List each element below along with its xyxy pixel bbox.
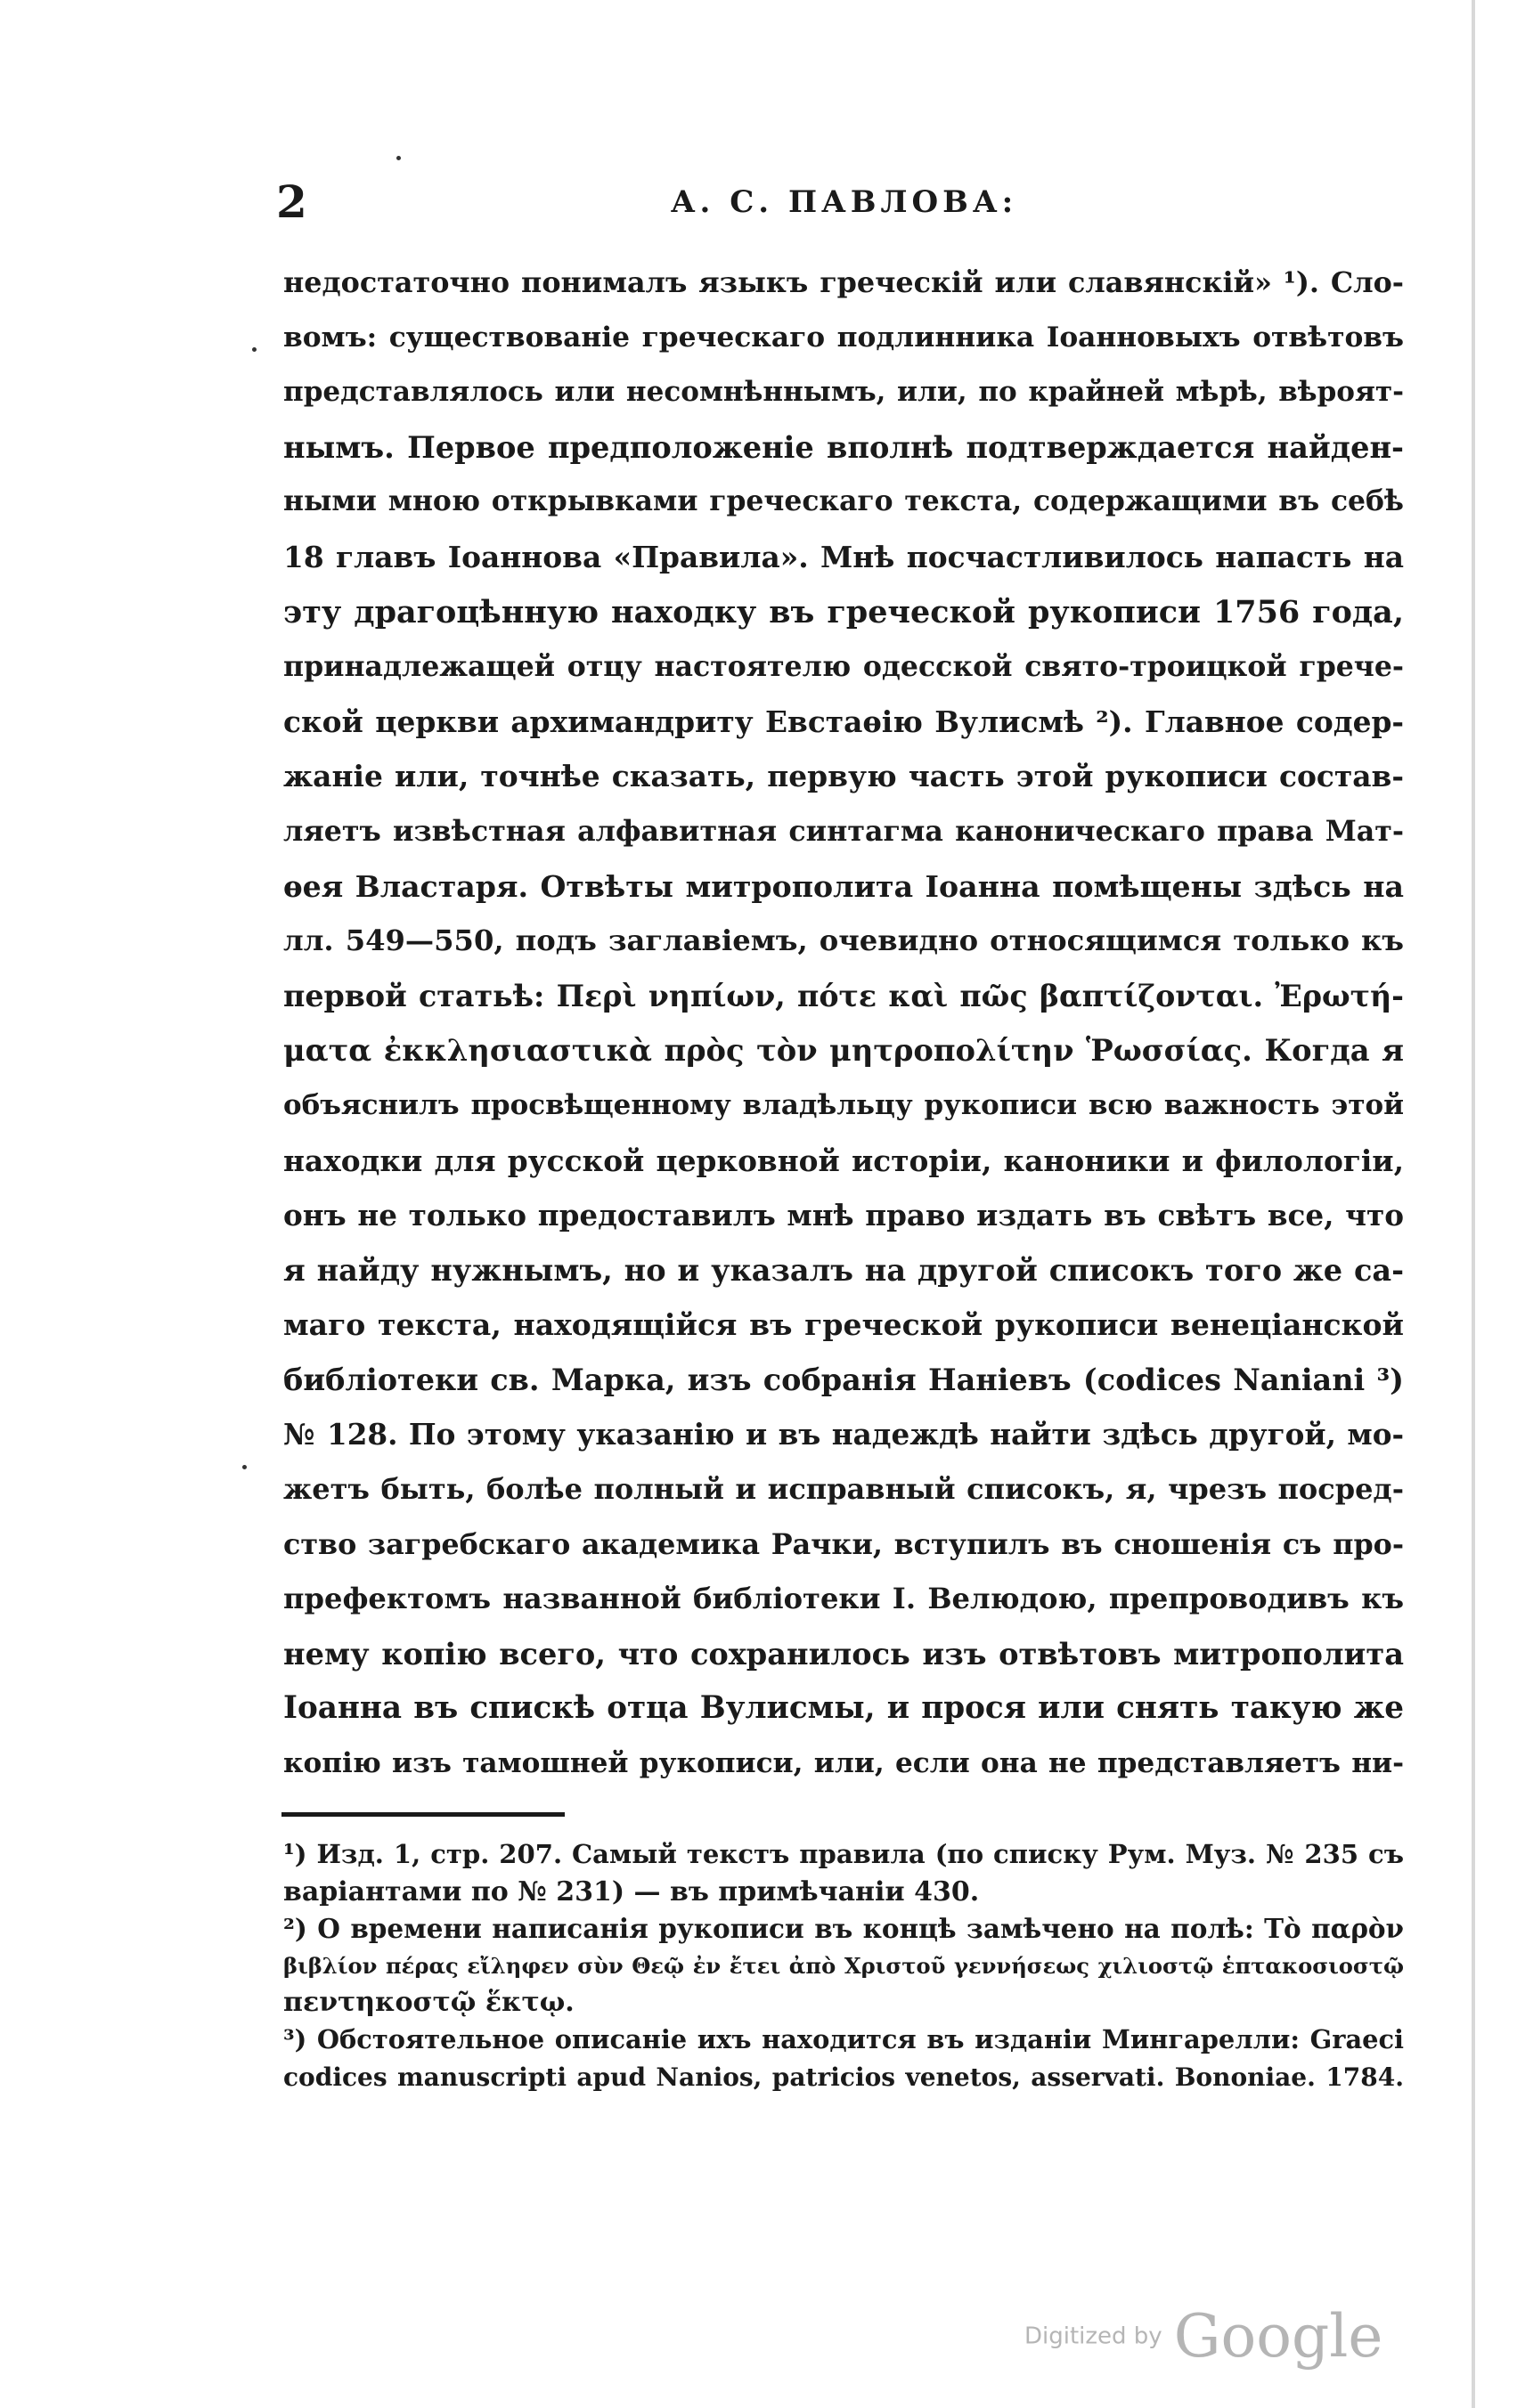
body-line: лл. 549—550, подъ заглавіемъ, очевидно относящимся только къ bbox=[283, 923, 1404, 958]
footnote-line: πεντηκοστῷ ἕκτῳ. bbox=[283, 1987, 575, 2019]
body-line: представлялось или несомнѣннымъ, или, по крайней мѣрѣ, вѣроят- bbox=[283, 376, 1404, 409]
body-line: библіотеки св. Марка, изъ собранія Наніевъ (codices Naniani ³) bbox=[283, 1362, 1404, 1397]
body-line: первой статьѣ: Περὶ νηπίων, πότε καὶ πῶς βαπτίζονται. Ἐρωτή- bbox=[283, 978, 1404, 1013]
body-line: я найду нужнымъ, но и указалъ на другой списокъ того же са- bbox=[283, 1252, 1404, 1288]
body-line: Іоанна въ спискѣ отца Вулисмы, и прося или снять такую же bbox=[283, 1690, 1404, 1727]
body-line: объяснилъ просвѣщенному владѣльцу рукописи всю важность этой bbox=[283, 1088, 1404, 1121]
body-line: маго текста, находящійся въ греческой рукописи венеціанской bbox=[283, 1307, 1404, 1343]
body-line: ство загребскаго академика Рачки, вступилъ въ сношенія съ про- bbox=[283, 1527, 1404, 1561]
body-line: онъ не только предоставилъ мнѣ право издать въ свѣтъ все, что bbox=[283, 1198, 1404, 1233]
body-line: принадлежащей отцу настоятелю одесской свято-троицкой грече- bbox=[283, 650, 1404, 684]
body-line: эту драгоцѣнную находку въ греческой рукописи 1756 года, bbox=[283, 593, 1404, 630]
body-line: 18 главъ Іоаннова «Правила». Мнѣ посчастливилось напасть на bbox=[283, 539, 1404, 574]
body-line: копію изъ тамошней рукописи, или, если она не представляетъ ни- bbox=[283, 1747, 1404, 1780]
body-line: ѳея Властаря. Отвѣты митрополита Іоанна помѣщены здѣсь на bbox=[283, 868, 1404, 904]
body-text bbox=[283, 256, 1404, 1792]
body-line: нымъ. Первое предположеніе вполнѣ подтверждается найден- bbox=[283, 428, 1404, 465]
body-line: жаніе или, точнѣе сказать, первую часть этой рукописи состав- bbox=[283, 759, 1404, 794]
footnote-line: ¹) Изд. 1, стр. 207. Самый текстъ правила (по списку Рум. Муз. № 235 съ bbox=[283, 1839, 1404, 1869]
footnote-line: варіантами по № 231) — въ примѣчаніи 430. bbox=[283, 1875, 980, 1908]
footnote-line: ³) Обстоятельное описаніе ихъ находится въ изданіи Мингарелли: Graeci bbox=[283, 2023, 1404, 2054]
body-line: № 128. По этому указанію и въ надеждѣ найти здѣсь другой, мо- bbox=[283, 1417, 1404, 1452]
page-header bbox=[276, 171, 1412, 233]
body-line: нему копію всего, что сохранилось изъ отвѣтовъ митрополита bbox=[283, 1635, 1404, 1672]
watermark-prefix: Digitized by bbox=[1024, 2323, 1162, 2350]
scan-speck bbox=[396, 156, 401, 160]
body-line: ской церкви архимандриту Евстаѳію Вулисмѣ ²). Главное содер- bbox=[283, 704, 1404, 739]
watermark-brand: Google bbox=[1173, 2302, 1383, 2371]
body-line: ματα ἐκκλησιαστικὰ πρὸς τὸν μητροπολίτην Ῥωσσίας. Когда я bbox=[283, 1032, 1404, 1069]
page-edge bbox=[1472, 0, 1475, 2408]
body-line: ляетъ извѣстная алфавитная синтагма каноническаго права Мат- bbox=[283, 814, 1404, 848]
footnote-line: codices manuscripti apud Nanios, patricios venetos, asservati. Bononiae. 1784. bbox=[283, 2062, 1404, 2092]
footnotes bbox=[283, 1836, 1404, 2095]
footnote-line: ²) О времени написанія рукописи въ концѣ замѣчено на полѣ: Τὸ παρὸν bbox=[283, 1913, 1404, 1945]
page-number: 2 bbox=[276, 175, 307, 228]
body-line: жетъ быть, болѣе полный и исправный списокъ, я, чрезъ посред- bbox=[283, 1472, 1404, 1507]
body-line: недостаточно понималъ языкъ греческій или славянскій» ¹). Сло- bbox=[283, 266, 1404, 299]
running-title: А. С. ПАВЛОВА: bbox=[670, 184, 1018, 220]
footnote-separator bbox=[281, 1812, 565, 1817]
body-line: находки для русской церковной исторіи, каноники и филологіи, bbox=[283, 1143, 1404, 1178]
digitization-watermark bbox=[1024, 2302, 1382, 2373]
body-line: префектомъ названной библіотеки І. Велюдою, препроводивъ къ bbox=[283, 1582, 1404, 1616]
footnote-line: βιβλίον πέρας εἴληφεν σὺν Θεῷ ἐν ἔτει ἀπὸ Χριστοῦ γεννήσεως χιλιοστῷ ἑπτακοσιοστῷ bbox=[283, 1952, 1404, 1979]
scan-speck bbox=[252, 347, 257, 352]
body-line: вомъ: существованіе греческаго подлинника Іоанновыхъ отвѣтовъ bbox=[283, 321, 1404, 354]
body-line: ными мною открывками греческаго текста, содержащими въ себѣ bbox=[283, 485, 1404, 518]
scan-speck bbox=[242, 1465, 247, 1469]
